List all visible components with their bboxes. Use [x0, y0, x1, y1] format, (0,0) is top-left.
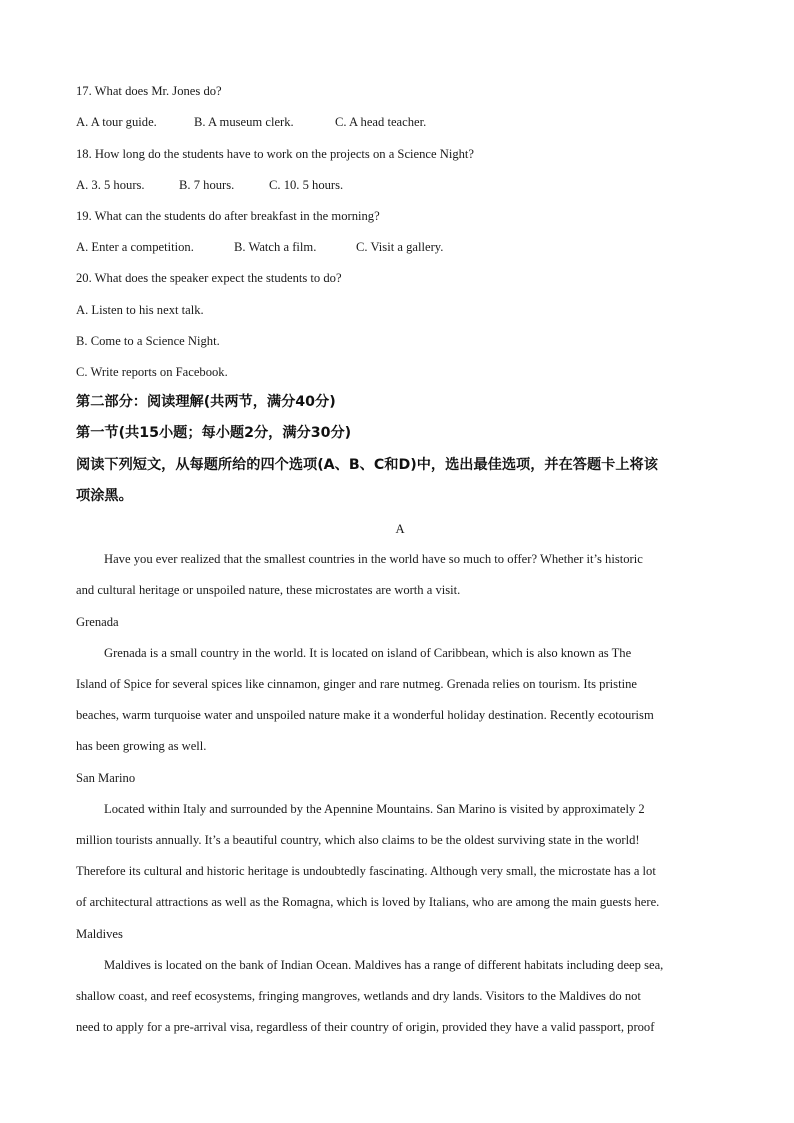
passage-label: A [395, 522, 405, 536]
passage-intro-line: Have you ever realized that the smallest countries in the world have so much to offer? Whether it’s historic [104, 552, 643, 566]
paragraph-line: Grenada is a small country in the world. It is located on island of Caribbean, which is also known as The [104, 646, 632, 660]
paragraph-line: Located within Italy and surrounded by the Apennine Mountains. San Marino is visited by approximately 2 [104, 802, 645, 816]
option-c: C. Visit a gallery. [356, 240, 444, 254]
question-17-options [76, 114, 426, 130]
option-b: B. A museum clerk. [194, 115, 294, 129]
part-title: 第二部分：阅读理解(共两节，满分40分) [76, 394, 336, 410]
passage-intro-line: and cultural heritage or unspoiled nature, these microstates are worth a visit. [76, 583, 461, 597]
option-a: A. 3. 5 hours. [76, 178, 145, 192]
section-heading-maldives: Maldives [76, 927, 123, 941]
paragraph-line: Maldives is located on the bank of Indian Ocean. Maldives has a range of different habitats including deep sea, [104, 958, 664, 972]
paragraph-line: beaches, warm turquoise water and unspoiled nature make it a wonderful holiday destination. Recently ecotourism [76, 708, 654, 722]
paragraph-line: million tourists annually. It’s a beautiful country, which also claims to be the oldest surviving state in the world! [76, 833, 640, 847]
question-20-option-c: C. Write reports on Facebook. [76, 365, 228, 379]
option-b: B. Watch a film. [234, 240, 317, 254]
question-20-option-a: A. Listen to his next talk. [76, 303, 204, 317]
paragraph-line: Island of Spice for several spices like cinnamon, ginger and rare nutmeg. Grenada relies on tourism. Its pristine [76, 677, 637, 691]
section-heading-san-marino: San Marino [76, 771, 136, 785]
option-c: C. 10. 5 hours. [269, 178, 344, 192]
question-20-option-b: B. Come to a Science Night. [76, 334, 220, 348]
option-c: C. A head teacher. [335, 115, 427, 129]
option-a: A. Enter a competition. [76, 240, 194, 254]
option-a: A. A tour guide. [76, 115, 157, 129]
question-20-stem: 20. What does the speaker expect the students to do? [76, 271, 342, 285]
instruction-line-2: 项涂黑。 [76, 488, 133, 504]
question-18-stem: 18. How long do the students have to work on the projects on a Science Night? [76, 147, 475, 161]
paragraph-line: has been growing as well. [76, 739, 207, 753]
paragraph-line: of architectural attractions as well as the Romagna, which is loved by Italians, who are among the main guests here. [76, 895, 660, 909]
instruction-line-1: 阅读下列短文，从每题所给的四个选项(A、B、C和D)中，选出最佳选项，并在答题卡上将该 [76, 457, 658, 473]
subsection-title: 第一节(共15小题；每小题2分，满分30分) [76, 425, 352, 441]
paragraph-line: need to apply for a pre-arrival visa, regardless of their country of origin, provided they have a valid passport, proof [76, 1020, 655, 1034]
paragraph-line: shallow coast, and reef ecosystems, fringing mangroves, wetlands and dry lands. Visitors to the Maldives do not [76, 989, 641, 1003]
question-17-stem: 17. What does Mr. Jones do? [76, 84, 222, 98]
section-heading-grenada: Grenada [76, 615, 119, 629]
question-18-options [76, 177, 343, 193]
paragraph-line: Therefore its cultural and historic heritage is undoubtedly fascinating. Although very small, the microstate has a lot [76, 864, 656, 878]
question-19-options [76, 239, 443, 255]
question-19-stem: 19. What can the students do after breakfast in the morning? [76, 209, 380, 223]
option-b: B. 7 hours. [179, 178, 235, 192]
